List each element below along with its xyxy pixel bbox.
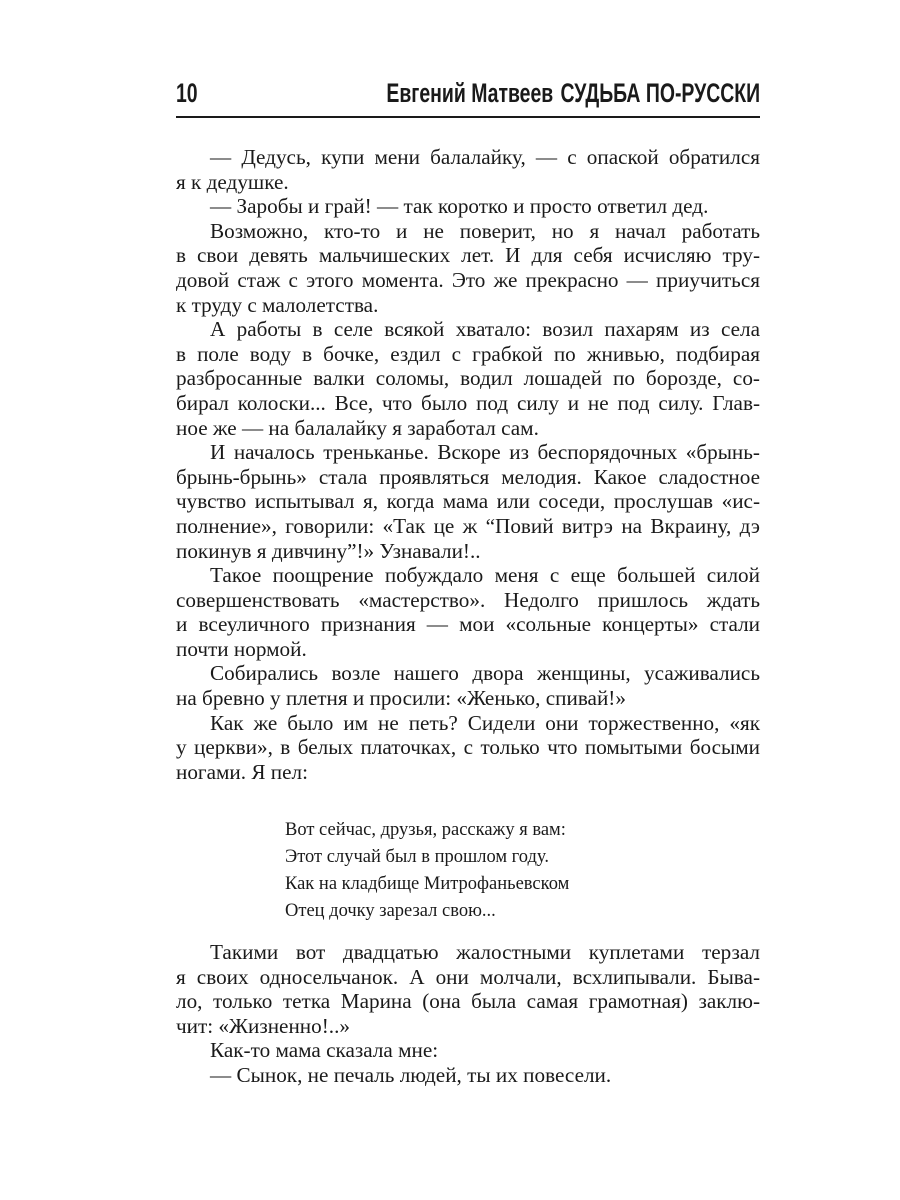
poem-line: Вот сейчас, друзья, расскажу я вам: (285, 820, 566, 840)
text-line: И началось треньканье. Вскоре из беспорядочных «брынь- (210, 440, 760, 465)
poem-line: Как на кладбище Митрофаньевском (285, 874, 570, 894)
running-header (176, 76, 760, 118)
text-line: — Сынок, не печаль людей, ты их повесели. (210, 1062, 612, 1087)
text-line: Возможно, кто-то и не поверит, но я начал работать (210, 218, 760, 243)
paragraph (176, 219, 760, 317)
paragraph (176, 440, 760, 563)
text-line: на бревно у плетня и просили: «Женько, спивай!» (176, 686, 626, 711)
paragraph (176, 661, 760, 710)
book-title: СУДЬБА ПО-РУССКИ (560, 78, 760, 108)
paragraph (176, 1063, 760, 1088)
text-line: Как-то мама сказала мне: (210, 1038, 439, 1063)
main-text-bottom (176, 940, 760, 1088)
text-line: Такое поощрение побуждало меня с еще большей силой (210, 563, 760, 588)
poem-line: Отец дочку зарезал свою... (285, 901, 496, 921)
text-line: совершенствовать «мастерство». Недолго пришлось ждать (176, 587, 760, 612)
text-line: в свои девять мальчишеских лет. И для себя исчисляю тру- (176, 243, 760, 268)
text-line: брынь-брынь» стала проявляться мелодия. Какое сладостное (176, 464, 760, 489)
poem-line: Этот случай был в прошлом году. (285, 847, 549, 867)
text-line: чувство испытывал я, когда мама или соседи, прослушав «ис- (176, 489, 760, 514)
text-line: — Дедусь, купи мени балалайку, — с опаской обратился (210, 145, 760, 169)
text-line: Такими вот двадцатью жалостными куплетами терзал (210, 940, 760, 964)
author-name: Евгений Матвеев (386, 78, 554, 108)
poem-stanza (285, 817, 569, 925)
text-line: у церкви», в белых платочках, с только что помытыми босыми (176, 735, 760, 760)
text-line: — Заробы и грай! — так коротко и просто ответил дед. (210, 194, 709, 219)
paragraph (176, 940, 760, 1038)
running-title (386, 78, 760, 109)
text-line: покинув я дивчину”!» Узнавали!.. (176, 538, 481, 563)
text-line: довой стаж с этого момента. Это же прекрасно — приучиться (176, 267, 760, 292)
text-line: чит: «Жизненно!..» (176, 1013, 350, 1038)
main-text-top (176, 145, 760, 784)
page-number: 10 (176, 78, 198, 108)
text-line: бирал колоски... Все, что было под силу и не под силу. Глав- (176, 390, 760, 415)
paragraph (176, 563, 760, 661)
text-line: ло, только тетка Марина (она была самая грамотная) заклю- (176, 989, 760, 1014)
paragraph (176, 1038, 760, 1063)
text-line: Как же было им не петь? Сидели они торжественно, «як (210, 710, 760, 735)
paragraph (176, 145, 760, 194)
text-line: А работы в селе всякой хватало: возил пахарям из села (210, 317, 760, 342)
text-line: в поле воду в бочке, ездил с грабкой по жнивью, подбирая (176, 341, 760, 366)
paragraph (176, 711, 760, 785)
text-line: ное же — на балалайку я заработал сам. (176, 415, 539, 440)
text-line: Собирались возле нашего двора женщины, усаживались (210, 661, 760, 686)
text-line: я своих односельчанок. А они молчали, всхлипывали. Быва- (176, 964, 760, 989)
paragraph (176, 317, 760, 440)
text-line: и всеуличного признания — мои «сольные концерты» стали (176, 612, 760, 637)
text-line: ногами. Я пел: (176, 759, 308, 784)
text-line: я к дедушке. (176, 169, 289, 194)
text-line: почти нормой. (176, 636, 307, 661)
paragraph (176, 194, 760, 219)
text-line: полнение», говорили: «Так це ж “Повий витрэ на Вкраину, дэ (176, 513, 760, 538)
text-line: разбросанные валки соломы, водил лошадей по борозде, со- (176, 366, 760, 391)
text-line: к труду с малолетства. (176, 292, 379, 317)
